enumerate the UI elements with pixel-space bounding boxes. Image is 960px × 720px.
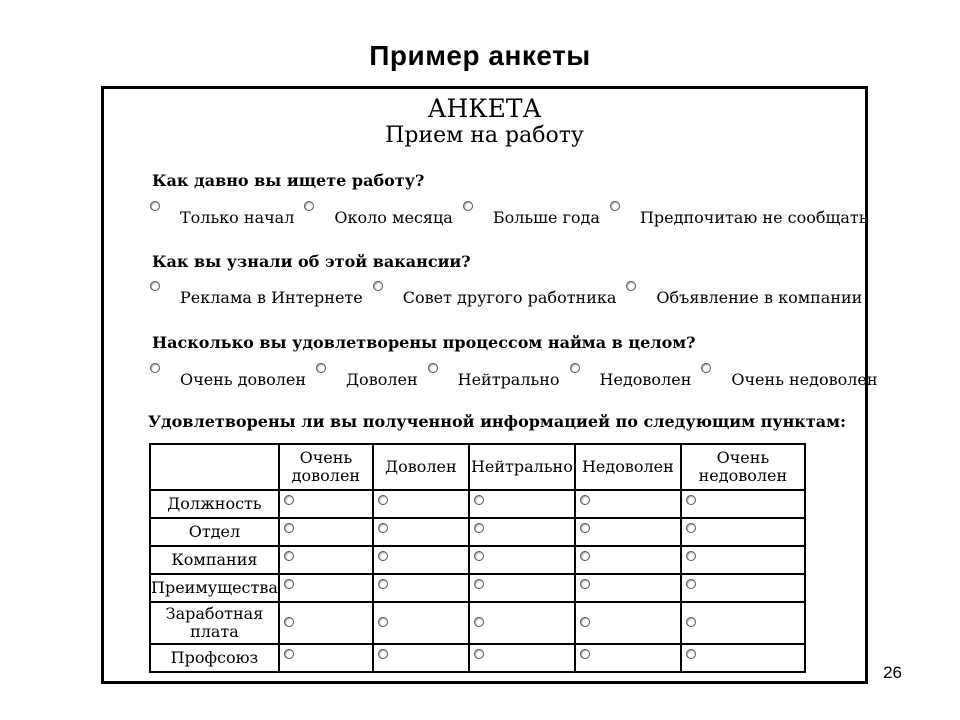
- matrix-answer-cell[interactable]: [373, 518, 469, 546]
- radio-button-icon[interactable]: [284, 495, 294, 505]
- matrix-answer-cell[interactable]: [469, 546, 575, 574]
- matrix-answer-cell[interactable]: [575, 574, 681, 602]
- matrix-header-row: [150, 444, 805, 490]
- option-over-year[interactable]: [463, 199, 600, 227]
- radio-button-icon[interactable]: [580, 495, 590, 505]
- matrix-answer-cell[interactable]: [575, 546, 681, 574]
- matrix-answer-cell[interactable]: [469, 644, 575, 672]
- radio-button-icon[interactable]: [150, 281, 160, 291]
- matrix-row-label: Профсоюз: [150, 644, 279, 672]
- option-label: Только начал: [180, 208, 295, 227]
- radio-button-icon[interactable]: [284, 617, 294, 627]
- option-neutral[interactable]: [428, 361, 560, 389]
- matrix-answer-cell[interactable]: [279, 574, 373, 602]
- options-vacancy-source: [150, 279, 862, 307]
- option-just-started[interactable]: [150, 199, 294, 227]
- matrix-column-header: Очень доволен: [279, 444, 373, 490]
- option-label: Недоволен: [599, 370, 692, 389]
- radio-button-icon[interactable]: [378, 523, 388, 533]
- radio-button-icon[interactable]: [378, 551, 388, 561]
- matrix-answer-cell[interactable]: [575, 602, 681, 644]
- radio-button-icon[interactable]: [378, 495, 388, 505]
- matrix-answer-cell[interactable]: [469, 602, 575, 644]
- matrix-row-label: Отдел: [150, 518, 279, 546]
- form-subtitle: Прием на работу: [385, 123, 584, 148]
- matrix-answer-cell[interactable]: [681, 602, 805, 644]
- radio-button-icon[interactable]: [428, 363, 438, 373]
- radio-button-icon[interactable]: [474, 649, 484, 659]
- radio-button-icon[interactable]: [701, 363, 711, 373]
- radio-button-icon[interactable]: [150, 363, 160, 373]
- matrix-answer-cell[interactable]: [681, 518, 805, 546]
- radio-button-icon[interactable]: [686, 617, 696, 627]
- matrix-answer-cell[interactable]: [279, 602, 373, 644]
- matrix-answer-cell[interactable]: [279, 490, 373, 518]
- radio-button-icon[interactable]: [284, 649, 294, 659]
- matrix-column-header: Недоволен: [575, 444, 681, 490]
- option-employee-referral[interactable]: [373, 279, 617, 307]
- option-prefer-not-say[interactable]: [610, 199, 868, 227]
- matrix-column-header: Доволен: [373, 444, 469, 490]
- radio-button-icon[interactable]: [686, 649, 696, 659]
- option-label: Реклама в Интернете: [180, 288, 363, 307]
- radio-button-icon[interactable]: [686, 523, 696, 533]
- radio-button-icon[interactable]: [686, 551, 696, 561]
- radio-button-icon[interactable]: [463, 201, 473, 211]
- matrix-answer-cell[interactable]: [681, 490, 805, 518]
- question-vacancy-source: Как вы узнали об этой вакансии?: [152, 252, 471, 271]
- matrix-answer-cell[interactable]: [575, 518, 681, 546]
- matrix-answer-cell[interactable]: [279, 644, 373, 672]
- option-label: Предпочитаю не сообщать: [639, 208, 868, 227]
- radio-button-icon[interactable]: [686, 495, 696, 505]
- radio-button-icon[interactable]: [316, 363, 326, 373]
- matrix-answer-cell[interactable]: [373, 644, 469, 672]
- table-row: [150, 574, 805, 602]
- form-title: АНКЕТА: [427, 94, 542, 123]
- question-information-satisfaction: Удовлетворены ли вы полученной информацией по следующим пунктам:: [148, 412, 846, 431]
- matrix-column-header: Нейтрально: [469, 444, 575, 490]
- slide-title: Пример анкеты: [369, 40, 591, 71]
- option-label: Очень доволен: [180, 370, 307, 389]
- matrix-answer-cell[interactable]: [373, 490, 469, 518]
- table-row: [150, 546, 805, 574]
- option-label: Больше года: [492, 208, 600, 227]
- matrix-answer-cell[interactable]: [469, 574, 575, 602]
- matrix-answer-cell[interactable]: [575, 490, 681, 518]
- matrix-row-label: Компания: [150, 546, 279, 574]
- radio-button-icon[interactable]: [580, 523, 590, 533]
- option-about-month[interactable]: [304, 199, 452, 227]
- option-very-satisfied[interactable]: [150, 361, 306, 389]
- option-internet-ad[interactable]: [150, 279, 363, 307]
- radio-button-icon[interactable]: [284, 523, 294, 533]
- option-label: Доволен: [346, 370, 418, 389]
- questionnaire-form: [101, 86, 878, 684]
- radio-button-icon[interactable]: [610, 201, 620, 211]
- radio-button-icon[interactable]: [580, 551, 590, 561]
- radio-button-icon[interactable]: [686, 579, 696, 589]
- matrix-answer-cell[interactable]: [373, 546, 469, 574]
- option-label: Объявление в компании: [656, 288, 863, 307]
- radio-button-icon[interactable]: [378, 649, 388, 659]
- matrix-answer-cell[interactable]: [469, 518, 575, 546]
- satisfaction-matrix: [149, 443, 806, 673]
- matrix-row-label: Заработная плата: [150, 602, 279, 644]
- matrix-answer-cell[interactable]: [469, 490, 575, 518]
- option-label: Нейтрально: [457, 370, 560, 389]
- matrix-answer-cell[interactable]: [575, 644, 681, 672]
- matrix-answer-cell[interactable]: [279, 518, 373, 546]
- table-row: [150, 602, 805, 644]
- matrix-answer-cell[interactable]: [681, 574, 805, 602]
- radio-button-icon[interactable]: [284, 551, 294, 561]
- option-label: Очень недоволен: [731, 370, 878, 389]
- option-label: Около месяца: [334, 208, 453, 227]
- options-hiring-satisfaction: [150, 361, 878, 389]
- option-label: Совет другого работника: [402, 288, 617, 307]
- option-dissatisfied[interactable]: [570, 361, 692, 389]
- radio-button-icon[interactable]: [378, 617, 388, 627]
- matrix-answer-cell[interactable]: [373, 574, 469, 602]
- radio-button-icon[interactable]: [570, 363, 580, 373]
- radio-button-icon[interactable]: [373, 281, 383, 291]
- table-row: [150, 518, 805, 546]
- option-very-dissatisfied[interactable]: [701, 361, 877, 389]
- radio-button-icon[interactable]: [474, 551, 484, 561]
- matrix-row-label: Должность: [150, 490, 279, 518]
- radio-button-icon[interactable]: [378, 579, 388, 589]
- radio-button-icon[interactable]: [474, 617, 484, 627]
- radio-button-icon[interactable]: [304, 201, 314, 211]
- table-row: [150, 490, 805, 518]
- page-number: 26: [883, 663, 902, 682]
- radio-button-icon[interactable]: [474, 495, 484, 505]
- matrix-answer-cell[interactable]: [279, 546, 373, 574]
- option-satisfied[interactable]: [316, 361, 418, 389]
- option-company-announcement[interactable]: [626, 279, 862, 307]
- radio-button-icon[interactable]: [474, 579, 484, 589]
- radio-button-icon[interactable]: [580, 617, 590, 627]
- table-row: [150, 644, 805, 672]
- matrix-corner-cell: [150, 444, 279, 490]
- question-hiring-satisfaction: Насколько вы удовлетворены процессом найма в целом?: [152, 333, 696, 352]
- radio-button-icon[interactable]: [150, 201, 160, 211]
- matrix-row-label: Преимущества: [150, 574, 279, 602]
- radio-button-icon[interactable]: [626, 281, 636, 291]
- radio-button-icon[interactable]: [580, 649, 590, 659]
- matrix-answer-cell[interactable]: [373, 602, 469, 644]
- matrix-answer-cell[interactable]: [681, 546, 805, 574]
- matrix-column-header: Очень недоволен: [681, 444, 805, 490]
- options-job-search-duration: [150, 199, 867, 227]
- question-job-search-duration: Как давно вы ищете работу?: [152, 171, 425, 190]
- matrix-answer-cell[interactable]: [681, 644, 805, 672]
- radio-button-icon[interactable]: [284, 579, 294, 589]
- radio-button-icon[interactable]: [580, 579, 590, 589]
- radio-button-icon[interactable]: [474, 523, 484, 533]
